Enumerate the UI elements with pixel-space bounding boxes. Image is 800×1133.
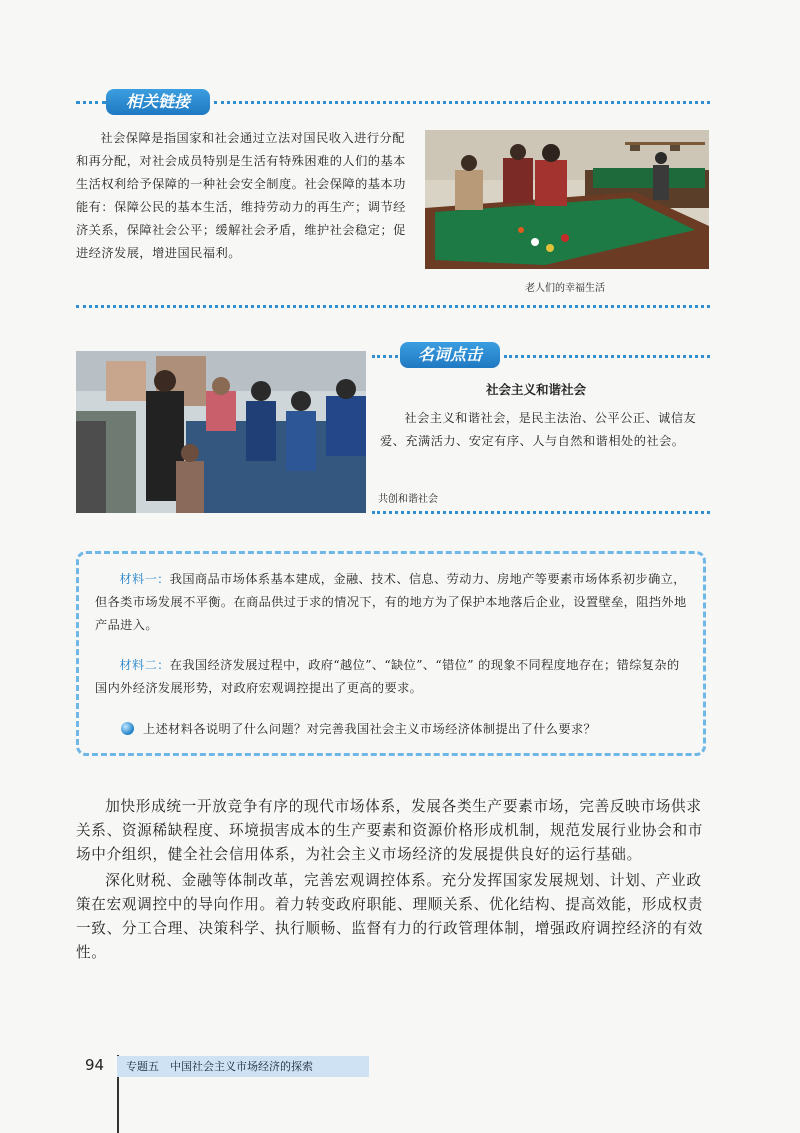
- page-number: 94: [85, 1056, 105, 1074]
- billiards-photo: [425, 130, 709, 269]
- discussion-question: 上述材料各说明了什么问题？对完善我国社会主义市场经济体制提出了什么要求？: [143, 722, 597, 736]
- material-one-label: 材料一：: [119, 572, 170, 586]
- term-click-header: 名词点击: [400, 342, 500, 368]
- question-bullet-icon: [121, 722, 134, 735]
- harmony-photo: [76, 351, 366, 513]
- top-dotted-rule-right: [214, 101, 710, 104]
- material-two-text: 在我国经济发展过程中，政府“越位”、“缺位”、“错位” 的现象不同程度地存在；错综复杂的国内外经济发展形势，对政府宏观调控提出了更高的要求。: [95, 658, 680, 695]
- related-link-header: 相关链接: [106, 89, 210, 115]
- main-body: [76, 795, 712, 965]
- material-two: [95, 654, 689, 700]
- term-dotted-rule-left: [372, 355, 398, 358]
- harmony-photo-illustration: [76, 351, 366, 513]
- material-one-text: 我国商品市场体系基本建成，金融、技术、信息、劳动力、房地产等要素市场体系初步确立，但各类市场发展不平衡。在商品供过于求的情况下，有的地方为了保护本地落后企业，设置壁垒，阻挡外地产品进入。: [95, 572, 687, 632]
- material-one: [95, 568, 689, 637]
- material-two-label: 材料二：: [119, 658, 170, 672]
- related-link-paragraph: 社会保障是指国家和社会通过立法对国民收入进行分配和再分配，对社会成员特别是生活有特殊困难的人们的基本生活权利给予保障的一种社会安全制度。社会保障的基本功能有：保障公民的基本生活，维持劳动力的再生产；调节经济关系，保障社会公平；缓解社会矛盾，维护社会稳定；促进经济发展，增进国民福利。: [76, 131, 406, 260]
- main-paragraph-1: 加快形成统一开放竞争有序的现代市场体系，发展各类生产要素市场，完善反映市场供求关系、资源稀缺程度、环境损害成本的生产要素和资源价格形成机制，规范发展行业协会和市场中介组织，健全社会信用体系，为社会主义市场经济的发展提供良好的运行基础。: [76, 798, 704, 863]
- billiards-photo-illustration: [425, 130, 709, 269]
- main-paragraph-2: 深化财税、金融等体制改革，完善宏观调控体系。充分发挥国家发展规划、计划、产业政策在宏观调控中的导向作用。着力转变政府职能、理顺关系、优化结构、提高效能，形成权责一致、分工合理、决策科学、执行顺畅、监督有力的行政管理体制，增强政府调控经济的有效性。: [76, 872, 704, 961]
- billiards-photo-caption: 老人们的幸福生活: [525, 283, 605, 294]
- term-paragraph: 社会主义和谐社会，是民主法治、公平公正、诚信友爱、充满活力、安定有序、人与自然和谐相处的社会。: [380, 411, 697, 448]
- term-bottom-dotted-rule: [372, 511, 710, 514]
- top-dotted-rule: [76, 101, 106, 104]
- term-title: 社会主义和谐社会: [486, 382, 587, 397]
- term-dotted-rule-right: [504, 355, 710, 358]
- harmony-photo-caption: 共创和谐社会: [378, 494, 438, 505]
- section-dotted-rule: [76, 305, 710, 308]
- footer-chapter-title: 专题五 中国社会主义市场经济的探索: [126, 1060, 313, 1073]
